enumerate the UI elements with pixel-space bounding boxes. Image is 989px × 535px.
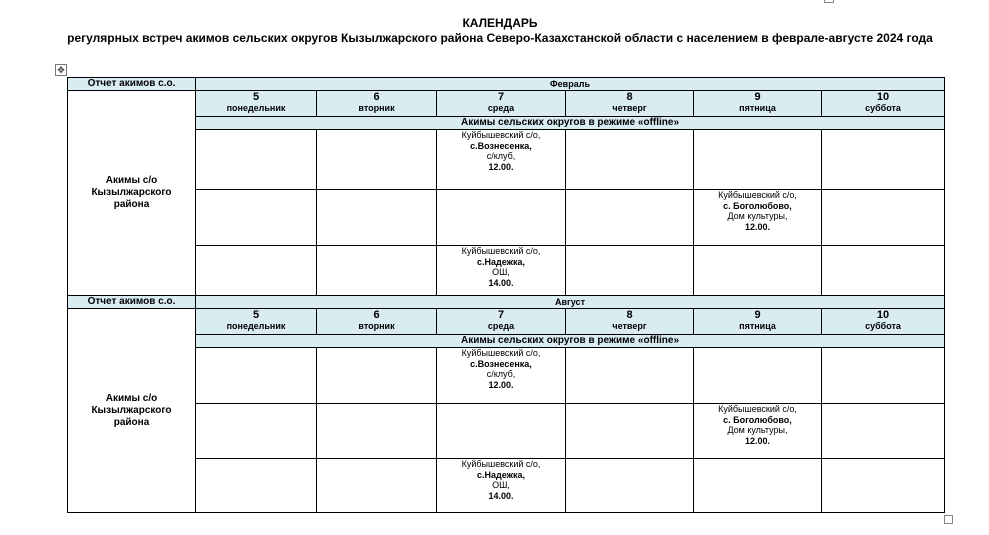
mode-label: Акимы сельских округов в режиме «offline» (196, 335, 945, 348)
event-village: с. Боголюбово, (723, 414, 792, 425)
day-header (196, 91, 317, 117)
day-header (437, 91, 566, 117)
calendar-table (67, 77, 945, 513)
event-place: ОШ, (492, 267, 510, 277)
section-header-row (68, 78, 945, 91)
day-number: 8 (626, 309, 633, 321)
event-cell (694, 348, 822, 404)
event-time: 12.00. (744, 435, 771, 446)
event-district: Куйбышевский с/о, (461, 130, 541, 140)
event-cell (317, 246, 437, 296)
event-time: 12.00. (488, 379, 514, 390)
day-number: 8 (626, 91, 633, 103)
day-number: 6 (373, 309, 380, 321)
event-place: с/клуб, (486, 151, 516, 161)
event-cell (196, 190, 317, 246)
event-cell (694, 190, 822, 246)
event-row (68, 190, 945, 246)
event-cell (566, 348, 694, 404)
event-cell (566, 404, 694, 459)
event-cell (317, 348, 437, 404)
event-row (68, 130, 945, 190)
event-village: с.Вознесенка, (470, 358, 532, 369)
month-label: Февраль (196, 78, 945, 91)
event-cell (822, 348, 945, 404)
event-row (68, 404, 945, 459)
event-village: с.Надежка, (476, 469, 525, 480)
event-district: Куйбышевский с/о, (718, 404, 797, 414)
day-header (822, 91, 945, 117)
event-cell (437, 130, 566, 190)
event-cell (437, 404, 566, 459)
event-cell (317, 459, 437, 513)
akim-line: района (113, 199, 150, 210)
day-name: среда (487, 103, 515, 113)
day-header (317, 91, 437, 117)
report-label: Отчет акимов с.о. (68, 296, 196, 309)
akim-cell (68, 309, 196, 513)
event-cell (694, 130, 822, 190)
day-name: понедельник (226, 321, 286, 331)
event-cell (694, 246, 822, 296)
day-header (694, 91, 822, 117)
event-village: с.Вознесенка, (470, 140, 532, 151)
mode-label: Акимы сельских округов в режиме «offline» (196, 117, 945, 130)
event-cell (196, 130, 317, 190)
akim-line: Акимы с/о (105, 392, 158, 404)
title-heading: КАЛЕНДАРЬ (462, 16, 538, 30)
event-row (68, 348, 945, 404)
event-district: Куйбышевский с/о, (461, 459, 541, 469)
day-number: 7 (497, 309, 505, 321)
day-name: вторник (358, 321, 395, 331)
event-cell (566, 459, 694, 513)
day-name: суббота (865, 321, 901, 331)
day-header (317, 309, 437, 335)
table-resize-handle[interactable] (944, 515, 953, 524)
event-cell (196, 459, 317, 513)
mode-row (68, 335, 945, 348)
event-time: 14.00. (488, 490, 514, 501)
event-row (68, 246, 945, 296)
day-header (822, 309, 945, 335)
title-subheading: регулярных встреч акимов сельских округов Кызылжарского района Северо-Казахстанской области с населением в феврале-августе 2024 года (67, 30, 933, 45)
table-move-handle-icon[interactable]: ✥ (55, 64, 67, 76)
days-row (68, 91, 945, 117)
event-village: с.Надежка, (476, 256, 525, 267)
event-cell (822, 190, 945, 246)
event-cell (566, 190, 694, 246)
event-district: Куйбышевский с/о, (461, 348, 541, 358)
section-header-row (68, 296, 945, 309)
document-title (60, 16, 940, 45)
event-cell (822, 404, 945, 459)
event-cell (317, 404, 437, 459)
page-corner-mark (824, 0, 834, 3)
days-row (68, 309, 945, 335)
day-number: 10 (876, 91, 890, 103)
day-name: четверг (612, 321, 647, 331)
mode-row (68, 117, 945, 130)
event-village: с. Боголюбово, (723, 200, 792, 211)
day-number: 5 (252, 91, 260, 103)
event-cell (317, 130, 437, 190)
day-header (196, 309, 317, 335)
day-name: четверг (612, 103, 647, 113)
day-name: пятница (739, 103, 776, 113)
event-district: Куйбышевский с/о, (461, 246, 541, 256)
event-cell (196, 348, 317, 404)
event-cell (822, 130, 945, 190)
event-row (68, 459, 945, 513)
day-name: вторник (358, 103, 395, 113)
day-number: 9 (754, 309, 761, 321)
event-cell (196, 246, 317, 296)
day-number: 7 (497, 91, 505, 103)
akim-cell (68, 91, 196, 296)
day-name: пятница (739, 321, 776, 331)
day-header (566, 91, 694, 117)
day-header (566, 309, 694, 335)
event-cell (694, 404, 822, 459)
akim-line: Акимы с/о (105, 175, 158, 186)
day-name: понедельник (226, 103, 286, 113)
report-label: Отчет акимов с.о. (68, 78, 196, 91)
event-cell (822, 459, 945, 513)
event-cell (437, 190, 566, 246)
akim-line: Кызылжарского (91, 187, 172, 198)
day-number: 10 (876, 309, 890, 321)
event-cell (822, 246, 945, 296)
day-name: суббота (865, 103, 901, 113)
day-number: 6 (373, 91, 380, 103)
event-cell (317, 190, 437, 246)
event-time: 12.00. (744, 221, 771, 232)
day-number: 5 (252, 309, 260, 321)
day-number: 9 (754, 91, 761, 103)
event-place: ОШ, (492, 480, 510, 490)
event-cell (437, 246, 566, 296)
day-header (437, 309, 566, 335)
day-name: среда (487, 321, 515, 331)
event-place: Дом культуры, (727, 211, 788, 221)
event-time: 14.00. (488, 277, 514, 288)
event-cell (566, 130, 694, 190)
day-header (694, 309, 822, 335)
event-cell (437, 459, 566, 513)
event-time: 12.00. (488, 161, 514, 172)
akim-line: Кызылжарского (91, 404, 172, 416)
event-cell (196, 404, 317, 459)
event-cell (694, 459, 822, 513)
month-label: Август (196, 296, 945, 309)
event-place: Дом культуры, (727, 425, 788, 435)
event-district: Куйбышевский с/о, (718, 190, 797, 200)
event-place: с/клуб, (486, 369, 516, 379)
event-cell (437, 348, 566, 404)
event-cell (566, 246, 694, 296)
akim-line: района (113, 416, 150, 428)
